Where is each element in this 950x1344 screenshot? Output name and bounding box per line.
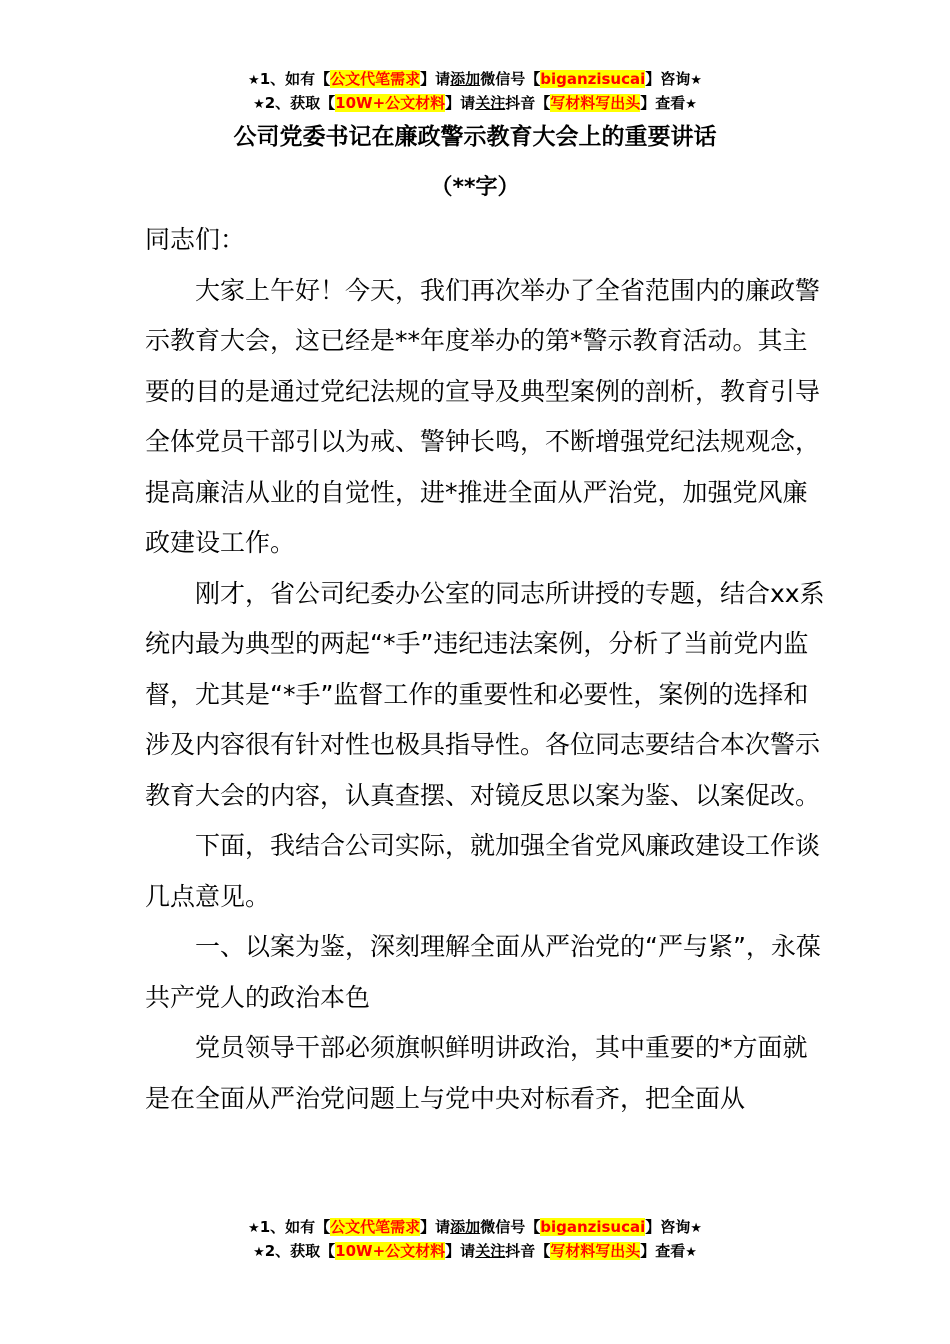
footer-promo-banner bbox=[0, 1216, 950, 1264]
promo-text: 抖音【 bbox=[505, 1242, 551, 1260]
document-subtitle: （**字） bbox=[430, 175, 520, 200]
section-heading: 一、以案为鉴，深刻理解全面从严治党的“严与紧”，永葆共产党人的政治本色 bbox=[145, 932, 821, 1012]
star-icon: ★ bbox=[248, 73, 260, 88]
promo-underlined-text: 关注 bbox=[475, 94, 506, 112]
promo-line-1 bbox=[0, 1216, 950, 1240]
promo-text: 】请 bbox=[420, 70, 451, 88]
promo-line-1 bbox=[0, 68, 950, 92]
promo-text: 2、获取【 bbox=[264, 1242, 336, 1260]
promo-text: 微信号【 bbox=[480, 70, 541, 88]
promo-highlight-douyin: 写材料写出头 bbox=[550, 94, 641, 112]
promo-highlight-douyin: 写材料写出头 bbox=[550, 1242, 641, 1260]
promo-text: 1、如有【 bbox=[259, 1218, 331, 1236]
promo-highlight: 10W+公文材料 bbox=[335, 94, 446, 112]
promo-line-2 bbox=[0, 92, 950, 116]
promo-underlined-text: 添加 bbox=[450, 70, 481, 88]
star-icon: ★ bbox=[253, 1245, 265, 1260]
paragraph: 下面，我结合公司实际，就加强全省党风廉政建设工作谈几点意见。 bbox=[145, 831, 821, 911]
star-icon: ★ bbox=[685, 1245, 697, 1260]
promo-highlight-wechat-id: biganzisucai bbox=[540, 1218, 646, 1236]
promo-text: 】请 bbox=[445, 94, 476, 112]
star-icon: ★ bbox=[685, 97, 697, 112]
promo-underlined-text: 添加 bbox=[450, 1218, 481, 1236]
paragraph: 刚才，省公司纪委办公室的同志所讲授的专题，结合xx系统内最为典型的两起“*手”违纪违法案例，分析了当前党内监督，尤其是“*手”监督工作的重要性和必要性，案例的选择和涉及内容很有针对性也极具指导性。各位同志要结合本次警示教育大会的内容，认真查摆、对镜反思以案为鉴、以案促改。 bbox=[145, 578, 825, 810]
promo-text: 】请 bbox=[420, 1218, 451, 1236]
promo-text: 】查看 bbox=[640, 94, 686, 112]
star-icon: ★ bbox=[690, 73, 702, 88]
promo-text: 】查看 bbox=[640, 1242, 686, 1260]
promo-text: 】咨询 bbox=[645, 70, 691, 88]
promo-text: 】咨询 bbox=[645, 1218, 691, 1236]
promo-text: 】请 bbox=[445, 1242, 476, 1260]
star-icon: ★ bbox=[248, 1221, 260, 1236]
promo-text: 1、如有【 bbox=[259, 70, 331, 88]
paragraph: 大家上午好！今天，我们再次举办了全省范围内的廉政警示教育大会，这已经是**年度举办的第*警示教育活动。其主要的目的是通过党纪法规的宣导及典型案例的剖析，教育引导全体党员干部引以为戒、警钟长鸣，不断增强党纪法规观念，提高廉洁从业的自觉性，进*推进全面从严治党，加强党风廉政建设工作。 bbox=[145, 275, 821, 557]
star-icon: ★ bbox=[253, 97, 265, 112]
salutation: 同志们： bbox=[145, 225, 246, 254]
star-icon: ★ bbox=[690, 1221, 702, 1236]
promo-text: 2、获取【 bbox=[264, 94, 336, 112]
promo-text: 抖音【 bbox=[505, 94, 551, 112]
promo-highlight: 10W+公文材料 bbox=[335, 1242, 446, 1260]
document-body bbox=[145, 215, 825, 1124]
promo-text: 微信号【 bbox=[480, 1218, 541, 1236]
document-title: 公司党委书记在廉政警示教育大会上的重要讲话 bbox=[233, 124, 717, 150]
promo-underlined-text: 关注 bbox=[475, 1242, 506, 1260]
promo-highlight: 公文代笔需求 bbox=[330, 1218, 421, 1236]
paragraph: 党员领导干部必须旗帜鲜明讲政治，其中重要的*方面就是在全面从严治党问题上与党中央对标看齐，把全面从 bbox=[145, 1033, 808, 1113]
header-promo-banner bbox=[0, 68, 950, 116]
promo-highlight-wechat-id: biganzisucai bbox=[540, 70, 646, 88]
promo-line-2 bbox=[0, 1240, 950, 1264]
promo-highlight: 公文代笔需求 bbox=[330, 70, 421, 88]
